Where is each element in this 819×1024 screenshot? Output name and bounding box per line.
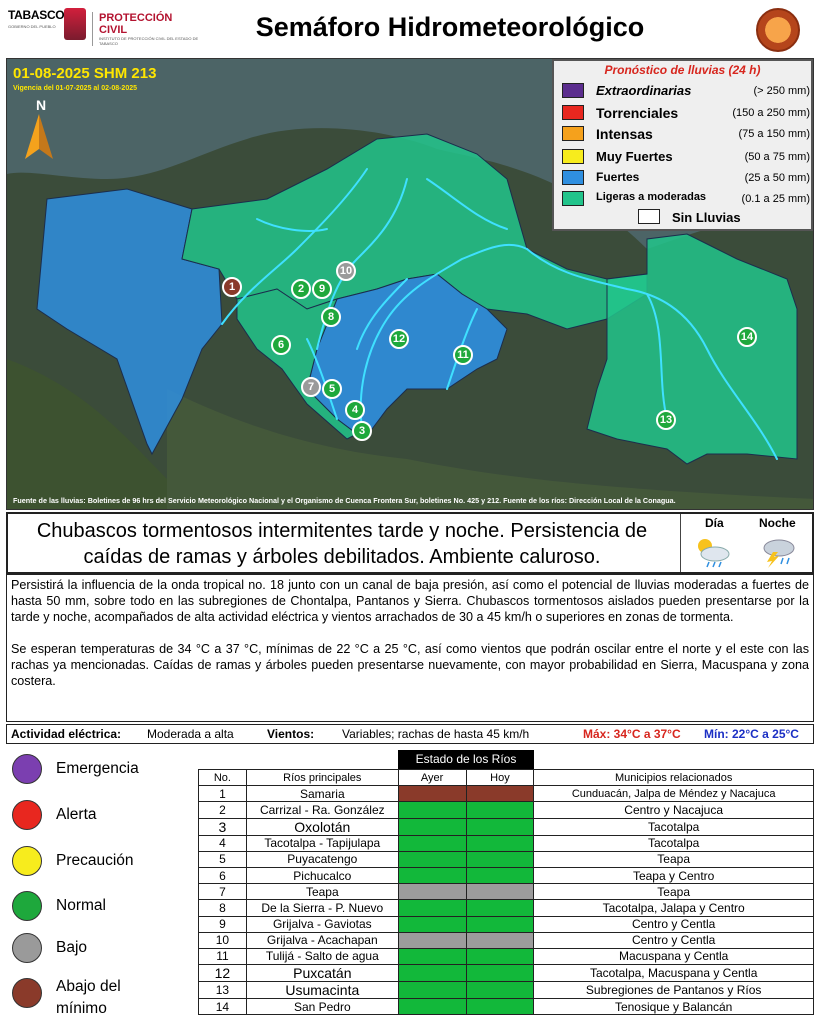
proteccion-civil-sub: INSTITUTO DE PROTECCIÓN CIVIL DEL ESTADO DE TABASCO bbox=[99, 36, 199, 46]
legend-item bbox=[562, 147, 810, 167]
max-temperature: Máx: 34°C a 37°C bbox=[583, 727, 681, 741]
legend-item bbox=[562, 189, 810, 209]
north-label: N bbox=[35, 97, 47, 113]
alert-label: Abajo del bbox=[56, 978, 121, 995]
legend-item bbox=[562, 103, 810, 123]
status-today bbox=[466, 932, 534, 948]
col-header-river: Ríos principales bbox=[246, 770, 398, 786]
rain-legend-title: Pronóstico de lluvias (24 h) bbox=[604, 63, 761, 77]
status-yesterday bbox=[398, 916, 466, 932]
col-header-no: No. bbox=[199, 770, 247, 786]
river-marker: 9 bbox=[312, 279, 332, 299]
table-row bbox=[199, 965, 814, 982]
proteccion-civil-text: PROTECCIÓN CIVIL bbox=[99, 12, 173, 36]
municipalities: Tenosique y Balancán bbox=[534, 999, 814, 1015]
river-number: 7 bbox=[199, 884, 247, 900]
municipalities: Tacotalpa, Jalapa y Centro bbox=[534, 900, 814, 916]
river-marker: 13 bbox=[656, 410, 676, 430]
river-number: 6 bbox=[199, 867, 247, 883]
rivers-status-title: Estado de los Ríos bbox=[398, 750, 534, 769]
min-temperature: Mín: 22°C a 25°C bbox=[704, 727, 799, 741]
night-label: Noche bbox=[759, 516, 796, 530]
river-name: Tacotalpa - Tapijulapa bbox=[246, 835, 398, 851]
river-status-legend bbox=[10, 752, 195, 1020]
status-today bbox=[466, 851, 534, 867]
municipalities: Centro y Centla bbox=[534, 916, 814, 932]
river-number: 3 bbox=[199, 818, 247, 835]
river-number: 8 bbox=[199, 900, 247, 916]
legend-range: (75 a 150 mm) bbox=[738, 128, 810, 140]
legend-label: Extraordinarias bbox=[596, 83, 692, 98]
river-marker: 7 bbox=[301, 377, 321, 397]
river-number: 2 bbox=[199, 802, 247, 818]
status-yesterday bbox=[398, 932, 466, 948]
municipalities: Centro y Centla bbox=[534, 932, 814, 948]
bulletin-date-code: 01-08-2025 SHM 213 bbox=[13, 65, 157, 82]
alert-dot bbox=[12, 891, 42, 921]
tabasco-logo-text: TABASCO bbox=[8, 8, 65, 22]
river-name: Usumacinta bbox=[246, 982, 398, 999]
table-row bbox=[199, 802, 814, 818]
river-marker: 2 bbox=[291, 279, 311, 299]
wind-label: Vientos: bbox=[267, 727, 315, 741]
alert-label-line2: mínimo bbox=[56, 1000, 107, 1017]
river-number: 14 bbox=[199, 999, 247, 1015]
table-row bbox=[199, 932, 814, 948]
page-title: Semáforo Hidrometeorológico bbox=[255, 12, 645, 42]
state-seal-icon bbox=[756, 8, 800, 52]
rivers-status-table bbox=[198, 750, 814, 1020]
municipalities: Macuspana y Centla bbox=[534, 948, 814, 964]
river-marker: 12 bbox=[389, 329, 409, 349]
river-name: Oxolotán bbox=[246, 818, 398, 835]
alert-dot bbox=[12, 800, 42, 830]
legend-item-none bbox=[638, 207, 788, 227]
river-number: 11 bbox=[199, 948, 247, 964]
municipalities: Tacotalpa bbox=[534, 818, 814, 835]
legend-range: (50 a 75 mm) bbox=[744, 151, 810, 163]
status-today bbox=[466, 999, 534, 1015]
status-today bbox=[466, 884, 534, 900]
forecast-summary bbox=[6, 512, 814, 574]
municipalities: Teapa bbox=[534, 884, 814, 900]
status-today bbox=[466, 802, 534, 818]
status-yesterday bbox=[398, 818, 466, 835]
map-source-note: Fuente de las lluvias: Boletines de 96 hrs del Servicio Meteorológico Nacional y el Organismo de Cuenca Frontera Sur, boletines No. 425 y 212. Fuente de los ríos: Dirección Local de la Conagua. bbox=[13, 496, 676, 505]
river-marker: 4 bbox=[345, 400, 365, 420]
table-row bbox=[199, 916, 814, 932]
municipalities: Tacotalpa, Macuspana y Centla bbox=[534, 965, 814, 982]
alert-dot bbox=[12, 933, 42, 963]
status-today bbox=[466, 900, 534, 916]
table-header-row bbox=[199, 770, 814, 786]
legend-label: Fuertes bbox=[596, 170, 640, 184]
river-marker: 1 bbox=[222, 277, 242, 297]
status-yesterday bbox=[398, 948, 466, 964]
river-marker: 10 bbox=[336, 261, 356, 281]
rain-forecast-map bbox=[6, 58, 814, 510]
legend-item bbox=[562, 81, 810, 101]
legend-swatch bbox=[562, 126, 584, 141]
status-today bbox=[466, 786, 534, 802]
river-marker: 6 bbox=[271, 335, 291, 355]
forecast-details bbox=[6, 574, 814, 722]
tabasco-logo-sub: GOBIERNO DEL PUEBLO bbox=[8, 24, 56, 29]
legend-swatch bbox=[562, 105, 584, 120]
alert-label: Alerta bbox=[56, 806, 97, 823]
municipalities: Subregiones de Pantanos y Ríos bbox=[534, 982, 814, 999]
electric-activity-value: Moderada a alta bbox=[147, 727, 234, 741]
river-marker: 14 bbox=[737, 327, 757, 347]
legend-swatch bbox=[562, 170, 584, 185]
status-yesterday bbox=[398, 884, 466, 900]
table-row bbox=[199, 948, 814, 964]
status-yesterday bbox=[398, 786, 466, 802]
river-name: San Pedro bbox=[246, 999, 398, 1015]
river-name: Samaria bbox=[246, 786, 398, 802]
river-marker: 11 bbox=[453, 345, 473, 365]
alert-label: Bajo bbox=[56, 939, 88, 956]
forecast-headline: Chubascos tormentosos intermitentes tarde y noche. Persistencia de caídas de ramas y árboles debilitados. Ambiente caluroso. bbox=[36, 520, 648, 568]
legend-label: Muy Fuertes bbox=[596, 149, 673, 164]
river-name: Teapa bbox=[246, 884, 398, 900]
legend-label-none: Sin Lluvias bbox=[672, 210, 741, 225]
proteccion-civil-logo bbox=[92, 12, 202, 46]
river-name: Pichucalco bbox=[246, 867, 398, 883]
col-header-today: Hoy bbox=[466, 770, 534, 786]
river-name: Tulijá - Salto de agua bbox=[246, 948, 398, 964]
status-today bbox=[466, 916, 534, 932]
table-row bbox=[199, 835, 814, 851]
river-name: Puxcatán bbox=[246, 965, 398, 982]
status-today bbox=[466, 835, 534, 851]
tabasco-badge-icon bbox=[64, 8, 86, 40]
status-yesterday bbox=[398, 965, 466, 982]
status-yesterday bbox=[398, 802, 466, 818]
river-number: 12 bbox=[199, 965, 247, 982]
municipalities: Teapa y Centro bbox=[534, 867, 814, 883]
table-row bbox=[199, 851, 814, 867]
river-marker: 5 bbox=[322, 379, 342, 399]
status-today bbox=[466, 982, 534, 999]
legend-range: (0.1 a 25 mm) bbox=[741, 193, 810, 205]
legend-item bbox=[562, 124, 810, 144]
table-row bbox=[199, 999, 814, 1015]
rain-legend bbox=[552, 59, 813, 231]
status-yesterday bbox=[398, 851, 466, 867]
legend-swatch bbox=[562, 149, 584, 164]
river-marker: 3 bbox=[352, 421, 372, 441]
alert-label: Precaución bbox=[56, 852, 134, 869]
status-yesterday bbox=[398, 999, 466, 1015]
legend-range: (> 250 mm) bbox=[753, 85, 810, 97]
status-yesterday bbox=[398, 900, 466, 916]
river-number: 9 bbox=[199, 916, 247, 932]
electric-activity-label: Actividad eléctrica: bbox=[11, 727, 122, 741]
forecast-paragraph: Persistirá la influencia de la onda tropical no. 18 junto con un canal de baja presión, así como el potencial de lluvias moderadas a fuertes de hasta 50 mm, sobre todo en las subregiones de Chontalpa, Pantanos y Sierra. Chubascos tormentosos aislados pueden presentarse por la tarde y noche, acompañados de alta actividad eléctrica y vientos arrachados de 30 a 45 km/h o superiores en zonas de tormenta. bbox=[11, 578, 809, 624]
river-name: Puyacatengo bbox=[246, 851, 398, 867]
river-number: 4 bbox=[199, 835, 247, 851]
legend-item bbox=[562, 168, 810, 188]
status-today bbox=[466, 948, 534, 964]
legend-range: (25 a 50 mm) bbox=[744, 172, 810, 184]
municipalities: Tacotalpa bbox=[534, 835, 814, 851]
rivers-table bbox=[198, 769, 814, 1015]
alert-label: Normal bbox=[56, 897, 106, 914]
river-name: Carrizal - Ra. González bbox=[246, 802, 398, 818]
thunderstorm-icon bbox=[755, 534, 799, 568]
river-name: De la Sierra - P. Nuevo bbox=[246, 900, 398, 916]
legend-label: Ligeras a moderadas bbox=[596, 191, 707, 203]
table-row bbox=[199, 786, 814, 802]
legend-range: (150 a 250 mm) bbox=[732, 107, 810, 119]
day-label: Día bbox=[705, 516, 724, 530]
river-marker: 8 bbox=[321, 307, 341, 327]
river-number: 5 bbox=[199, 851, 247, 867]
status-yesterday bbox=[398, 867, 466, 883]
municipalities: Cunduacán, Jalpa de Méndez y Nacajuca bbox=[534, 786, 814, 802]
tabasco-logo bbox=[8, 8, 88, 44]
river-number: 1 bbox=[199, 786, 247, 802]
day-night-panel bbox=[680, 514, 814, 572]
river-name: Grijalva - Acachapan bbox=[246, 932, 398, 948]
legend-label: Intensas bbox=[596, 126, 653, 142]
col-header-yesterday: Ayer bbox=[398, 770, 466, 786]
river-number: 10 bbox=[199, 932, 247, 948]
legend-swatch-none bbox=[638, 209, 660, 224]
wind-value: Variables; rachas de hasta 45 km/h bbox=[342, 727, 530, 741]
legend-swatch bbox=[562, 191, 584, 206]
river-number: 13 bbox=[199, 982, 247, 999]
alert-dot bbox=[12, 978, 42, 1008]
header bbox=[0, 0, 819, 58]
status-yesterday bbox=[398, 835, 466, 851]
alert-dot bbox=[12, 846, 42, 876]
status-today bbox=[466, 965, 534, 982]
table-row bbox=[199, 884, 814, 900]
table-row bbox=[199, 818, 814, 835]
table-row bbox=[199, 867, 814, 883]
status-today bbox=[466, 818, 534, 835]
conditions-bar bbox=[6, 724, 814, 744]
bulletin-validity: Vigencia del 01-07-2025 al 02-08-2025 bbox=[13, 85, 138, 92]
table-row bbox=[199, 900, 814, 916]
legend-label: Torrenciales bbox=[596, 105, 679, 121]
alert-label: Emergencia bbox=[56, 760, 139, 777]
status-yesterday bbox=[398, 982, 466, 999]
north-indicator bbox=[21, 97, 71, 171]
col-header-municipalities: Municipios relacionados bbox=[534, 770, 814, 786]
partly-cloudy-rain-icon bbox=[691, 534, 735, 568]
legend-swatch bbox=[562, 83, 584, 98]
municipalities: Centro y Nacajuca bbox=[534, 802, 814, 818]
municipalities: Teapa bbox=[534, 851, 814, 867]
table-row bbox=[199, 982, 814, 999]
river-name: Grijalva - Gaviotas bbox=[246, 916, 398, 932]
alert-dot bbox=[12, 754, 42, 784]
forecast-paragraph: Se esperan temperaturas de 34 °C a 37 °C, mínimas de 22 °C a 25 °C, así como vientos que podrán oscilar entre el norte y el este con las rachas ya mencionadas. Caídas de ramas y árboles pueden presentarse nuevamente, con mayor probabilidad en Sierra, Macuspana y zona costera. bbox=[11, 642, 809, 688]
status-today bbox=[466, 867, 534, 883]
